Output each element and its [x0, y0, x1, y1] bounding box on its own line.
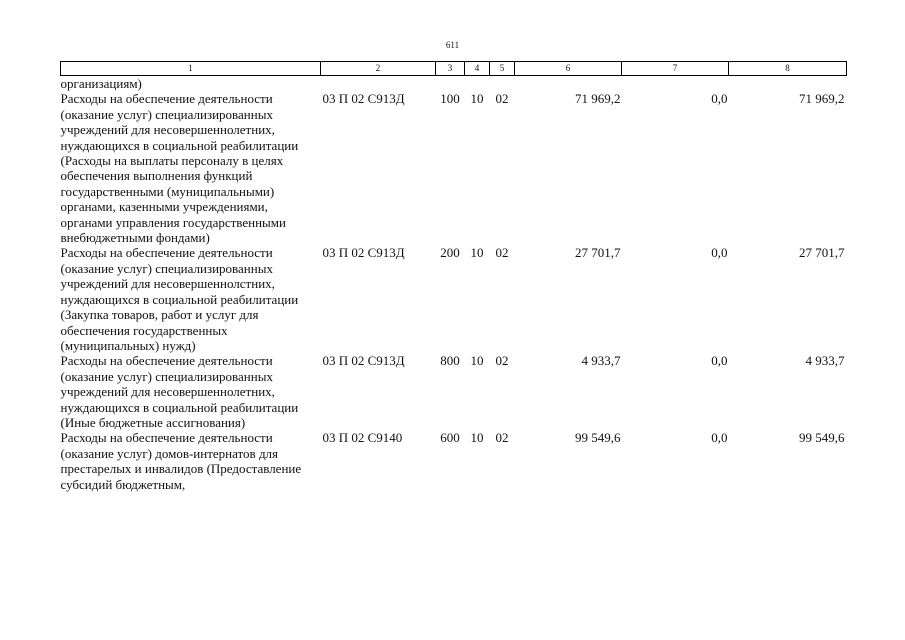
- table-row: [61, 430, 847, 492]
- table-row: [61, 353, 847, 430]
- target-article-code: 03 П 02 С913Д: [322, 353, 405, 369]
- amount-col7: 0,0: [711, 245, 728, 261]
- amount-col8: 71 969,2: [799, 91, 845, 107]
- target-article-code: 03 П 02 С913Д: [322, 91, 405, 107]
- budget-table: [60, 61, 847, 492]
- expense-name: Расходы на обеспечение деятельности (оказание услуг) специализированных учреждений для несовершеннолетних, нуждающихся в социальной реабилитации (Иные бюджетные ассигнования): [60, 353, 299, 430]
- subsection-code: 02: [495, 91, 509, 107]
- target-article-code: [321, 76, 436, 92]
- expense-name: Расходы на обеспечение деятельности (оказание услуг) специализированных учреждений для несовершеннолстних, нуждающихся в социальной реабилитации (Закупка товаров, работ и услуг для обеспечения государственных (муниципальных) нужд): [60, 245, 299, 353]
- target-article-code: 03 П 02 С913Д: [322, 245, 405, 261]
- subsection-code: [490, 76, 515, 92]
- amount-col7: [622, 76, 729, 92]
- target-article-code: 03 П 02 С9140: [322, 430, 403, 446]
- expense-type-code: 200: [440, 245, 460, 261]
- table-header: [61, 62, 847, 76]
- subsection-code: 02: [495, 245, 509, 261]
- expense-type-code: 600: [440, 430, 460, 446]
- amount-col8: [729, 76, 847, 92]
- amount-col8: 27 701,7: [799, 245, 845, 261]
- column-header-6: 6: [515, 62, 622, 76]
- amount-col7: 0,0: [711, 91, 728, 107]
- column-header-2: 2: [321, 62, 436, 76]
- table-body: [61, 76, 847, 492]
- amount-col7: 0,0: [711, 430, 728, 446]
- section-code: [465, 76, 490, 92]
- subsection-code: 02: [495, 430, 509, 446]
- amount-col6: 27 701,7: [575, 245, 621, 261]
- expense-name: Расходы на обеспечение деятельности (оказание услуг) домов-интернатов для престарелых и инвалидов (Предоставление субсидий бюджетным,: [60, 430, 302, 492]
- amount-col6: 71 969,2: [575, 91, 621, 107]
- section-code: 10: [470, 353, 484, 369]
- column-header-3: 3: [436, 62, 465, 76]
- expense-name: Расходы на обеспечение деятельности (оказание услуг) специализированных учреждений для несовершеннолетних, нуждающихся в социальной реабилитации (Расходы на выплаты персоналу в целях обеспечения выполнения функций государственными (муниципальными) органами, казенными учреждениями, органами управления государственными внебюджетными фондами): [60, 91, 299, 246]
- amount-col7: 0,0: [711, 353, 728, 369]
- section-code: 10: [470, 91, 484, 107]
- amount-col6: 99 549,6: [575, 430, 621, 446]
- table-row: [61, 91, 847, 245]
- column-header-8: 8: [729, 62, 847, 76]
- expense-type-code: [436, 76, 465, 92]
- column-header-4: 4: [465, 62, 490, 76]
- column-header-7: 7: [622, 62, 729, 76]
- subsection-code: 02: [495, 353, 509, 369]
- page-number: 611: [445, 40, 460, 50]
- amount-col8: 99 549,6: [799, 430, 845, 446]
- table-row: [61, 76, 847, 92]
- column-header-5: 5: [490, 62, 515, 76]
- expense-name: организациям): [60, 76, 142, 91]
- table-row: [61, 245, 847, 353]
- amount-col6: [515, 76, 622, 92]
- section-code: 10: [470, 430, 484, 446]
- expense-type-code: 800: [440, 353, 460, 369]
- column-header-1: 1: [61, 62, 321, 76]
- amount-col8: 4 933,7: [805, 353, 845, 369]
- section-code: 10: [470, 245, 484, 261]
- header-row: [61, 62, 847, 76]
- amount-col6: 4 933,7: [581, 353, 621, 369]
- expense-type-code: 100: [440, 91, 460, 107]
